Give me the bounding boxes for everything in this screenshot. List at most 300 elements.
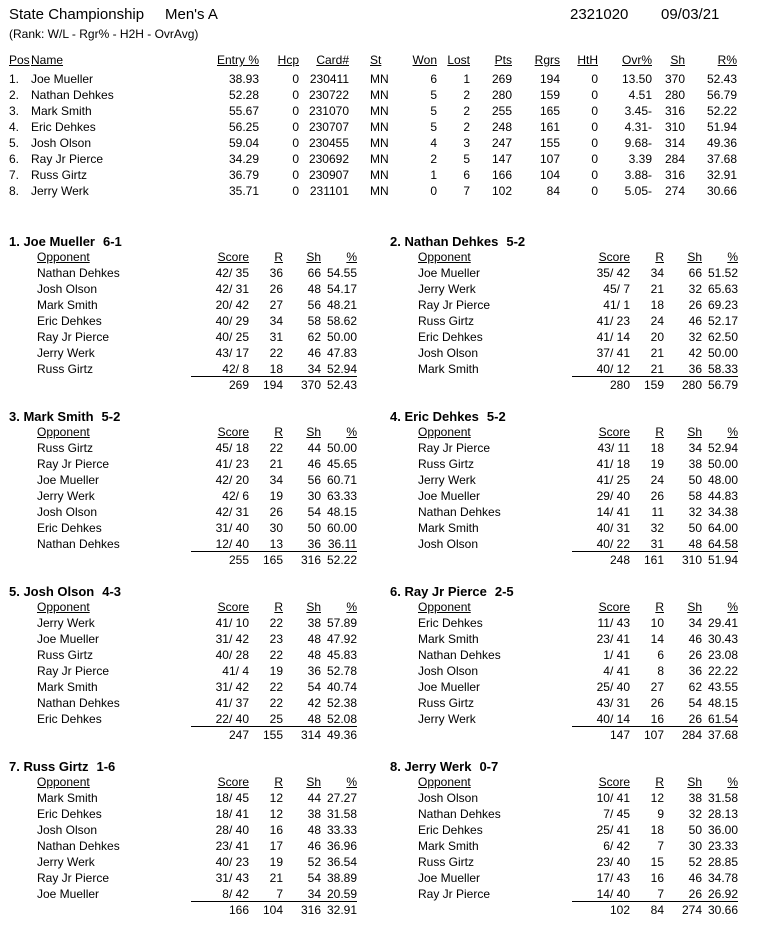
opponent-cell: 60.00 (326, 521, 357, 535)
opponent-cell: 41/ 25 (596, 473, 630, 487)
opponent-cell: 52.38 (326, 696, 357, 710)
total-cell: 84 (650, 903, 664, 917)
opponent-cell: 20 (650, 330, 664, 344)
ranking-cell: 0 (591, 136, 598, 150)
opponent-cell: Joe Mueller (37, 473, 100, 487)
ranking-header-cell: Ovr% (622, 53, 652, 67)
opponent-cell: 48 (688, 537, 702, 551)
ranking-cell: MN (370, 136, 389, 150)
opponent-cell: 56 (307, 298, 321, 312)
opponent-cell: Jerry Werk (418, 473, 476, 487)
opponent-cell: 21 (650, 362, 664, 376)
opponent-cell: 40/ 14 (596, 712, 630, 726)
section-header-cell: Score (598, 250, 630, 264)
total-cell: 102 (609, 903, 630, 917)
opponent-cell: 43/ 17 (215, 346, 249, 360)
ranking-cell: 35.71 (228, 184, 259, 198)
opponent-cell: 28/ 40 (215, 823, 249, 837)
ranking-cell: 59.04 (228, 136, 259, 150)
section-header-cell: R (655, 600, 664, 614)
opponent-cell: 20/ 42 (215, 298, 249, 312)
opponent-cell: Ray Jr Pierce (418, 441, 491, 455)
player-record: 5-2 (506, 234, 526, 249)
ranking-cell: 3.39 (628, 152, 652, 166)
section-header-cell: Sh (687, 250, 702, 264)
opponent-cell: 31/ 42 (215, 680, 249, 694)
opponent-cell: 31 (650, 537, 664, 551)
section-header-cell: R (274, 250, 283, 264)
opponent-cell: 34 (307, 362, 321, 376)
section-header-cell: R (655, 425, 664, 439)
ranking-cell: 0 (591, 88, 598, 102)
opponent-cell: 31.58 (326, 807, 357, 821)
opponent-cell: Ray Jr Pierce (418, 887, 491, 901)
ranking-cell: 107 (539, 152, 560, 166)
opponent-cell: Josh Olson (418, 537, 479, 551)
opponent-cell: 50 (688, 823, 702, 837)
opponent-cell: 19 (650, 457, 664, 471)
opponent-cell: Joe Mueller (418, 266, 481, 280)
opponent-cell: 32 (688, 282, 702, 296)
opponent-cell: 45/ 7 (603, 282, 630, 296)
ranking-cell: 6 (463, 168, 470, 182)
opponent-cell: 21 (269, 871, 283, 885)
section-header-cell: Opponent (418, 250, 471, 264)
total-cell: 284 (681, 728, 702, 742)
opponent-cell: 13 (269, 537, 283, 551)
opponent-cell: 6/ 42 (603, 839, 630, 853)
ranking-cell: 230411 (309, 72, 349, 86)
opponent-cell: 19 (269, 855, 283, 869)
opponent-cell: 35/ 42 (596, 266, 630, 280)
section-header-cell: Opponent (418, 425, 471, 439)
opponent-cell: 43.55 (707, 680, 738, 694)
opponent-cell: 48.00 (707, 473, 738, 487)
opponent-cell: 52.08 (326, 712, 357, 726)
opponent-cell: Russ Girtz (37, 441, 94, 455)
opponent-cell: 48 (307, 648, 321, 662)
ranking-cell: 52.28 (228, 88, 259, 102)
section-header-cell: Score (217, 600, 249, 614)
ranking-cell: Eric Dehkes (31, 120, 96, 134)
opponent-cell: 31/ 42 (215, 632, 249, 646)
ranking-cell: Russ Girtz (31, 168, 88, 182)
opponent-cell: 54.17 (326, 282, 357, 296)
ranking-cell: 166 (491, 168, 512, 182)
opponent-cell: 38.89 (326, 871, 357, 885)
section-header-cell: Score (217, 775, 249, 789)
ranking-cell: 0 (292, 184, 299, 198)
opponent-cell: 36 (688, 362, 702, 376)
opponent-cell: 22 (269, 441, 283, 455)
total-cell: 316 (300, 903, 321, 917)
ranking-cell: 56.25 (228, 120, 259, 134)
ranking-cell: Mark Smith (31, 104, 92, 118)
opponent-cell: 58 (688, 489, 702, 503)
section-header-cell: Score (598, 775, 630, 789)
ranking-cell: 4.31- (624, 120, 652, 134)
totals-divider (572, 551, 738, 552)
opponent-cell: 7/ 45 (603, 807, 630, 821)
ranking-cell: Nathan Dehkes (31, 88, 114, 102)
opponent-cell: 52.17 (707, 314, 738, 328)
ranking-cell: 0 (591, 120, 598, 134)
opponent-cell: 54.55 (326, 266, 357, 280)
opponent-cell: 31/ 40 (215, 521, 249, 535)
opponent-cell: 6 (657, 648, 664, 662)
opponent-cell: 65.63 (707, 282, 738, 296)
total-cell: 316 (300, 553, 321, 567)
player-section (390, 409, 762, 579)
player-record: 2-5 (494, 584, 514, 599)
opponent-cell: Russ Girtz (37, 362, 94, 376)
section-header-cell: % (727, 425, 738, 439)
ranking-cell: MN (370, 104, 389, 118)
total-cell: 165 (262, 553, 283, 567)
ranking-cell: 161 (539, 120, 560, 134)
opponent-cell: 25/ 40 (596, 680, 630, 694)
opponent-cell: 29.41 (707, 616, 738, 630)
opponent-cell: 66 (307, 266, 321, 280)
player-section (390, 234, 762, 404)
opponent-cell: 18/ 45 (215, 791, 249, 805)
opponent-cell: 24 (650, 473, 664, 487)
opponent-cell: Eric Dehkes (418, 330, 483, 344)
opponent-cell: 18 (269, 362, 283, 376)
opponent-cell: Joe Mueller (418, 489, 481, 503)
total-cell: 32.91 (326, 903, 357, 917)
opponent-cell: 48 (307, 282, 321, 296)
opponent-cell: 18 (650, 441, 664, 455)
total-cell: 194 (262, 378, 283, 392)
ranking-header-cell: Pts (494, 53, 512, 67)
ranking-header-cell: HtH (577, 53, 598, 67)
opponent-cell: 50.00 (707, 457, 738, 471)
ranking-cell: 0 (591, 184, 598, 198)
totals-divider (191, 726, 357, 727)
total-cell: 247 (228, 728, 249, 742)
opponent-cell: 34 (688, 441, 702, 455)
ranking-cell: 6. (9, 152, 20, 166)
total-cell: 107 (643, 728, 664, 742)
opponent-cell: 61.54 (707, 712, 738, 726)
opponent-cell: 42/ 35 (215, 266, 249, 280)
section-header-cell: R (655, 775, 664, 789)
opponent-cell: 42/ 8 (222, 362, 249, 376)
opponent-cell: Eric Dehkes (37, 521, 102, 535)
section-header-cell: Opponent (37, 425, 90, 439)
ranking-header-cell: Sh (670, 53, 685, 67)
opponent-cell: 24 (650, 314, 664, 328)
ranking-cell: 13.50 (621, 72, 652, 86)
event-date: 09/03/21 (661, 6, 720, 23)
ranking-cell: 0 (292, 168, 299, 182)
opponent-cell: 36 (307, 537, 321, 551)
opponent-cell: 36 (269, 266, 283, 280)
opponent-cell: 22 (269, 696, 283, 710)
ranking-header-cell: Won (412, 53, 437, 67)
opponent-cell: 18 (650, 298, 664, 312)
total-cell: 56.79 (707, 378, 738, 392)
ranking-header-cell: Lost (447, 53, 470, 67)
opponent-cell: 32 (688, 505, 702, 519)
ranking-cell: 7 (463, 184, 470, 198)
ranking-cell: 7. (9, 168, 20, 182)
player-name: 2. Nathan Dehkes (390, 234, 499, 249)
opponent-cell: 15 (650, 855, 664, 869)
ranking-header-cell: Hcp (277, 53, 299, 67)
opponent-cell: 40/ 23 (215, 855, 249, 869)
opponent-cell: 50 (307, 521, 321, 535)
ranking-cell: 3 (463, 136, 470, 150)
opponent-cell: 10/ 41 (596, 791, 630, 805)
opponent-cell: 52.94 (707, 441, 738, 455)
opponent-cell: 48 (307, 712, 321, 726)
opponent-cell: 21 (650, 346, 664, 360)
section-header-cell: R (274, 775, 283, 789)
ranking-cell: 56.79 (707, 88, 738, 102)
ranking-cell: 3. (9, 104, 20, 118)
opponent-cell: 69.23 (707, 298, 738, 312)
opponent-cell: 41/ 23 (215, 457, 249, 471)
ranking-cell: 316 (665, 104, 686, 118)
event-id: 2321020 (570, 6, 629, 23)
ranking-cell: 36.79 (228, 168, 259, 182)
ranking-header-cell: St (370, 53, 382, 67)
total-cell: 370 (300, 378, 321, 392)
ranking-cell: 2 (430, 152, 437, 166)
opponent-cell: 27 (269, 298, 283, 312)
opponent-cell: 26 (650, 696, 664, 710)
opponent-cell: 32 (650, 521, 664, 535)
total-cell: 51.94 (707, 553, 738, 567)
player-section (9, 759, 381, 929)
opponent-cell: 36 (688, 664, 702, 678)
opponent-cell: 45.83 (326, 648, 357, 662)
opponent-cell: 14 (650, 632, 664, 646)
opponent-cell: Jerry Werk (37, 855, 95, 869)
ranking-cell: 280 (491, 88, 512, 102)
ranking-cell: 316 (665, 168, 686, 182)
player-name: 4. Eric Dehkes (390, 409, 479, 424)
ranking-cell: MN (370, 72, 389, 86)
ranking-cell: 102 (491, 184, 512, 198)
opponent-cell: 14/ 41 (596, 505, 630, 519)
opponent-cell: 46 (307, 346, 321, 360)
total-cell: 159 (643, 378, 664, 392)
opponent-cell: Mark Smith (37, 298, 98, 312)
opponent-cell: 7 (657, 887, 664, 901)
ranking-cell: 231101 (309, 184, 349, 198)
ranking-header-cell: Rgrs (534, 53, 560, 67)
ranking-cell: 6 (430, 72, 437, 86)
opponent-cell: 38 (688, 457, 702, 471)
section-title (390, 584, 514, 599)
opponent-cell: 30 (269, 521, 283, 535)
ranking-cell: 0 (292, 104, 299, 118)
total-cell: 37.68 (707, 728, 738, 742)
opponent-cell: 46 (688, 632, 702, 646)
ranking-cell: 1 (463, 72, 470, 86)
opponent-cell: Eric Dehkes (418, 823, 483, 837)
opponent-cell: 17/ 43 (596, 871, 630, 885)
section-title (9, 234, 122, 249)
opponent-cell: 27.27 (326, 791, 357, 805)
section-header-cell: Sh (306, 425, 321, 439)
ranking-cell: 230455 (308, 136, 349, 150)
ranking-cell: 0 (292, 88, 299, 102)
section-header-cell: % (346, 600, 357, 614)
opponent-cell: 40/ 25 (215, 330, 249, 344)
opponent-cell: Ray Jr Pierce (418, 298, 491, 312)
opponent-cell: 31 (269, 330, 283, 344)
opponent-cell: 36.54 (326, 855, 357, 869)
opponent-cell: Nathan Dehkes (418, 505, 501, 519)
ranking-cell: 84 (546, 184, 560, 198)
total-cell: 269 (228, 378, 249, 392)
ranking-cell: MN (370, 120, 389, 134)
opponent-cell: 41/ 10 (215, 616, 249, 630)
ranking-cell: 0 (430, 184, 437, 198)
player-section (390, 584, 762, 754)
opponent-cell: 1/ 41 (603, 648, 630, 662)
ranking-cell: 231070 (308, 104, 349, 118)
ranking-cell: Josh Olson (31, 136, 92, 150)
ranking-cell: 247 (491, 136, 512, 150)
ranking-header-cell: Card# (316, 53, 349, 67)
total-cell: 155 (262, 728, 283, 742)
opponent-cell: 30.43 (707, 632, 738, 646)
opponent-cell: 54 (307, 680, 321, 694)
opponent-cell: 58.62 (326, 314, 357, 328)
opponent-cell: 30 (688, 839, 702, 853)
opponent-cell: Josh Olson (37, 505, 98, 519)
player-record: 6-1 (102, 234, 122, 249)
opponent-cell: 34.78 (707, 871, 738, 885)
opponent-cell: 32 (688, 807, 702, 821)
opponent-cell: 48.15 (326, 505, 357, 519)
opponent-cell: Mark Smith (418, 362, 479, 376)
opponent-cell: Eric Dehkes (37, 807, 102, 821)
opponent-cell: 26 (688, 887, 702, 901)
opponent-cell: 34 (307, 887, 321, 901)
ranking-cell: 5 (430, 104, 437, 118)
player-record: 1-6 (96, 759, 116, 774)
ranking-cell: 274 (665, 184, 686, 198)
opponent-cell: 66 (688, 266, 702, 280)
opponent-cell: 23.33 (707, 839, 738, 853)
ranking-cell: 255 (491, 104, 512, 118)
ranking-cell: 5 (463, 152, 470, 166)
opponent-cell: Nathan Dehkes (37, 266, 120, 280)
section-header-cell: R (274, 425, 283, 439)
player-record: 0-7 (479, 759, 499, 774)
ranking-cell: 37.68 (707, 152, 738, 166)
opponent-cell: Joe Mueller (37, 887, 100, 901)
opponent-cell: 52.94 (326, 362, 357, 376)
opponent-cell: 34 (269, 314, 283, 328)
opponent-cell: 42/ 31 (215, 505, 249, 519)
opponent-cell: 23/ 41 (596, 632, 630, 646)
opponent-cell: 54 (307, 505, 321, 519)
ranking-cell: 0 (591, 152, 598, 166)
opponent-cell: 8 (657, 664, 664, 678)
opponent-cell: 18/ 41 (215, 807, 249, 821)
opponent-cell: 50 (688, 473, 702, 487)
player-name: 6. Ray Jr Pierce (390, 584, 487, 599)
total-cell: 147 (609, 728, 630, 742)
opponent-cell: 48.21 (326, 298, 357, 312)
section-title (9, 409, 120, 424)
player-record: 5-2 (101, 409, 121, 424)
opponent-cell: 41/ 14 (596, 330, 630, 344)
ranking-cell: Jerry Werk (31, 184, 89, 198)
opponent-cell: 40.74 (326, 680, 357, 694)
opponent-cell: 29/ 40 (596, 489, 630, 503)
section-header-cell: % (346, 425, 357, 439)
opponent-cell: 27 (650, 680, 664, 694)
player-record: 4-3 (102, 584, 122, 599)
ranking-cell: 2. (9, 88, 20, 102)
opponent-cell: 40/ 29 (215, 314, 249, 328)
opponent-cell: 62 (688, 680, 702, 694)
ranking-cell: 2 (463, 88, 470, 102)
ranking-cell: 2 (463, 104, 470, 118)
opponent-cell: 42 (688, 346, 702, 360)
opponent-cell: Josh Olson (418, 664, 479, 678)
opponent-cell: Jerry Werk (37, 616, 95, 630)
total-cell: 248 (609, 553, 630, 567)
section-header-cell: Opponent (37, 775, 90, 789)
opponent-cell: 25/ 41 (596, 823, 630, 837)
opponent-cell: 12 (269, 807, 283, 821)
opponent-cell: 26 (269, 282, 283, 296)
ranking-cell: 194 (539, 72, 560, 86)
ranking-cell: 9.68- (624, 136, 652, 150)
opponent-cell: 60.71 (326, 473, 357, 487)
section-header-cell: % (346, 775, 357, 789)
section-title (9, 759, 115, 774)
ranking-cell: 51.94 (707, 120, 738, 134)
opponent-cell: 46 (307, 457, 321, 471)
ranking-cell: 3.45- (624, 104, 652, 118)
opponent-cell: Mark Smith (37, 791, 98, 805)
opponent-cell: 12/ 40 (215, 537, 249, 551)
totals-divider (191, 376, 357, 377)
opponent-cell: 20.59 (326, 887, 357, 901)
opponent-cell: Josh Olson (37, 282, 98, 296)
opponent-cell: 42/ 6 (222, 489, 249, 503)
opponent-cell: Ray Jr Pierce (37, 871, 110, 885)
section-header-cell: Sh (306, 600, 321, 614)
opponent-cell: 21 (269, 457, 283, 471)
opponent-cell: 41/ 23 (596, 314, 630, 328)
rank-note: (Rank: W/L - Rgr% - H2H - OvrAvg) (9, 27, 199, 41)
opponent-cell: 22 (269, 648, 283, 662)
opponent-cell: 38 (307, 807, 321, 821)
opponent-cell: 22/ 40 (215, 712, 249, 726)
opponent-cell: Eric Dehkes (37, 712, 102, 726)
section-title (390, 409, 506, 424)
ranking-cell: 0 (591, 168, 598, 182)
opponent-cell: Josh Olson (37, 823, 98, 837)
opponent-cell: 22 (269, 680, 283, 694)
ranking-cell: 230692 (308, 152, 349, 166)
opponent-cell: Eric Dehkes (418, 616, 483, 630)
opponent-cell: 40/ 28 (215, 648, 249, 662)
ranking-cell: MN (370, 168, 389, 182)
opponent-cell: 38 (688, 791, 702, 805)
